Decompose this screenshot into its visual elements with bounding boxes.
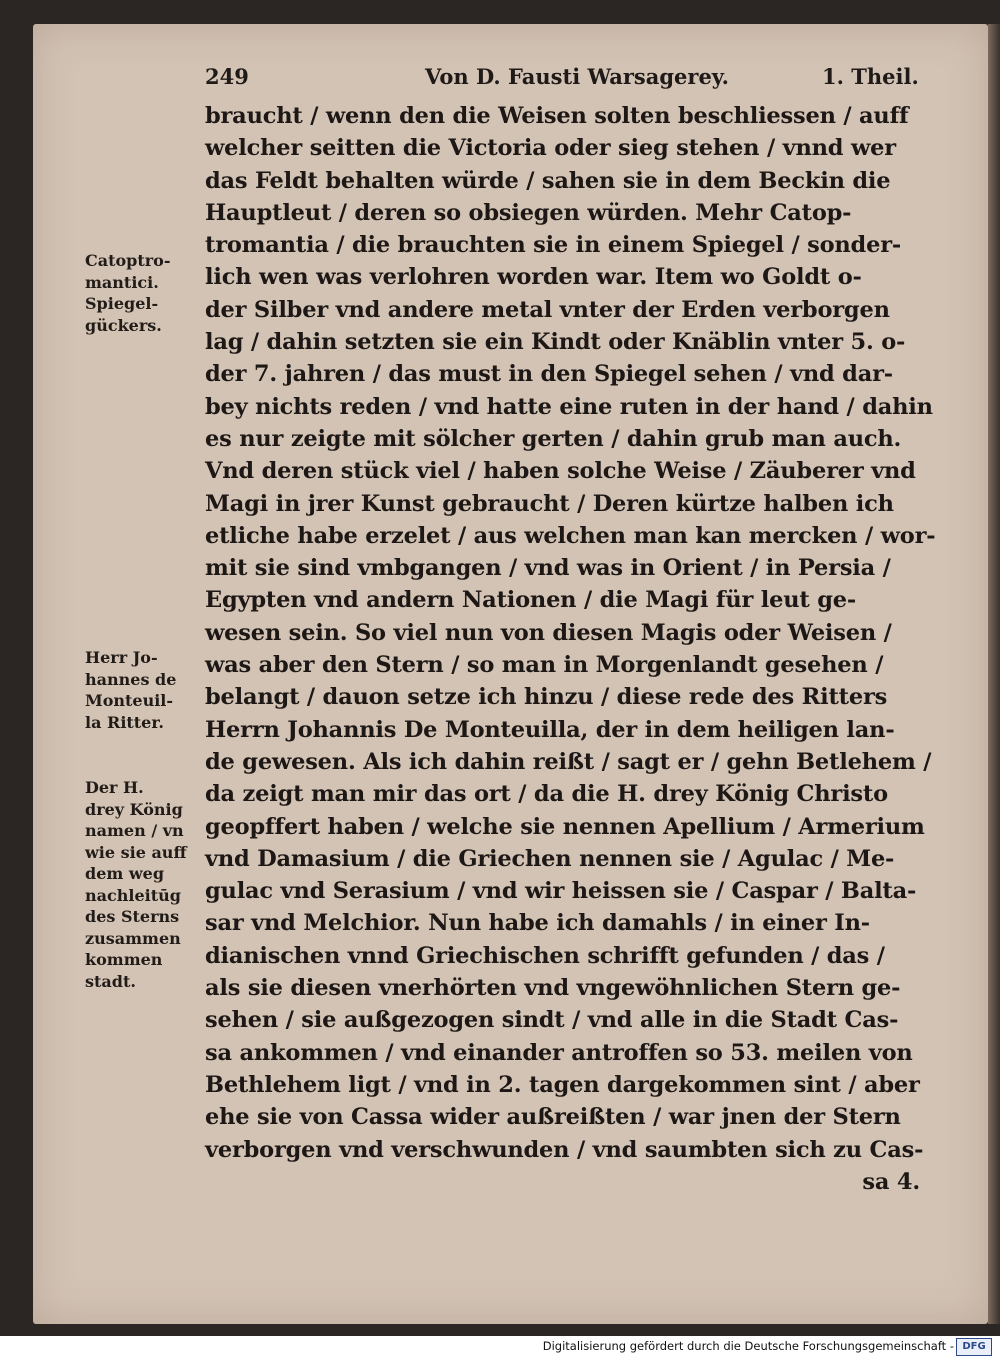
- text-line: welcher seitten die Victoria oder sieg stehen / vnnd wer: [205, 135, 896, 162]
- margin-note-line: Monteuil-: [85, 691, 174, 710]
- text-line: dianischen vnnd Griechischen schrifft gefunden / das /: [205, 942, 885, 969]
- text-line: ehe sie von Cassa wider außreißten / war jnen der Stern: [205, 1104, 901, 1131]
- funding-credit: Digitalisierung gefördert durch die Deutsche Forschungsgemeinschaft -: [542, 1339, 954, 1353]
- margin-note-line: nachleitūg: [85, 885, 181, 905]
- text-line: vnd Damasium / die Griechen nennen sie / Agulac / Me-: [205, 845, 895, 872]
- margin-note-line: la Ritter.: [85, 712, 164, 732]
- text-line: was aber den Stern / so man in Morgenlandt gesehen /: [205, 652, 884, 679]
- book-spine-edge: [988, 24, 1000, 1324]
- text-line: bey nichts reden / vnd hatte eine ruten in der hand / dahin: [205, 393, 933, 420]
- text-line: mit sie sind vmbgangen / vnd was in Orient / in Persia /: [205, 555, 891, 582]
- margin-note-line: kommen: [85, 950, 163, 969]
- text-line: sa ankommen / vnd einander antroffen so 53. meilen von: [205, 1039, 913, 1066]
- text-line: da zeigt man mir das ort / da die H. drey König Christo: [205, 781, 888, 808]
- text-line: als sie diesen vnerhörten vnd vngewöhnlichen Stern ge-: [205, 975, 901, 1002]
- text-line: gulac vnd Serasium / vnd wir heissen sie / Caspar / Balta-: [205, 878, 917, 905]
- footer-bar: [0, 1336, 1000, 1357]
- text-line: das Feldt behalten würde / sahen sie in dem Beckin die: [205, 167, 891, 194]
- margin-note-line: Herr Jo-: [85, 648, 158, 667]
- text-line: Hauptleut / deren so obsiegen würden. Mehr Catop-: [205, 199, 852, 226]
- text-line: lag / dahin setzten sie ein Kindt oder Knäblin vnter 5. o-: [205, 329, 906, 356]
- margin-note-line: hannes de: [85, 669, 177, 689]
- running-title: Von D. Fausti Warsagerey.: [425, 64, 729, 89]
- margin-note-line: gückers.: [85, 315, 162, 335]
- page-number: 249: [205, 64, 249, 89]
- text-line: es nur zeigte mit sölcher gerten / dahin grub man auch.: [205, 425, 902, 452]
- margin-note-line: zusammen: [85, 928, 181, 948]
- text-line: Magi in jrer Kunst gebraucht / Deren kürtze halben ich: [205, 490, 894, 517]
- text-line: der Silber vnd andere metal vnter der Erden verborgen: [205, 296, 890, 323]
- text-line: sar vnd Melchior. Nun habe ich damahls / in einer In-: [205, 910, 870, 937]
- margin-note-line: drey König: [85, 799, 183, 819]
- margin-note-line: stadt.: [85, 971, 136, 991]
- margin-note-drey-koenig: [85, 777, 210, 992]
- margin-note-line: Der H.: [85, 778, 144, 797]
- text-line: lich wen was verlohren worden war. Item wo Goldt o-: [205, 264, 862, 291]
- text-line: verborgen vnd verschwunden / vnd saumbten sich zu Cas-: [205, 1136, 924, 1163]
- text-line: Herrn Johannis De Monteuilla, der in dem heiligen lan-: [205, 716, 895, 743]
- text-line: Egypten vnd andern Nationen / die Magi für leut ge-: [205, 587, 857, 614]
- margin-note-line: namen / vn: [85, 821, 184, 840]
- text-line: de gewesen. Als ich dahin reißt / sagt er / gehn Betlehem /: [205, 748, 932, 775]
- part-label: 1. Theil.: [822, 64, 919, 89]
- text-line: Bethlehem ligt / vnd in 2. tagen dargekommen sint / aber: [205, 1071, 920, 1098]
- text-line: braucht / wenn den die Weisen solten beschliessen / auff: [205, 103, 909, 129]
- margin-note-line: mantici.: [85, 272, 159, 292]
- text-line: sa 4.: [862, 1168, 920, 1195]
- text-line: tromantia / die brauchten sie in einem Spiegel / sonder-: [205, 232, 901, 259]
- text-line: etliche habe erzelet / aus welchen man kan mercken / wor-: [205, 522, 936, 549]
- margin-note-line: wie sie auff: [85, 842, 187, 862]
- margin-note-line: Spiegel-: [85, 294, 159, 313]
- margin-note-line: Catoptro-: [85, 251, 171, 270]
- margin-note-catoptromantici: [85, 250, 210, 336]
- body-text: [205, 100, 936, 1198]
- text-line: der 7. jahren / das must in den Spiegel sehen / vnd dar-: [205, 361, 893, 388]
- margin-note-line: dem weg: [85, 864, 165, 883]
- text-line: geopffert haben / welche sie nennen Apellium / Armerium: [205, 813, 925, 840]
- text-line: Vnd deren stück viel / haben solche Weise / Zäuberer vnd: [205, 458, 916, 485]
- text-line: sehen / sie außgezogen sindt / vnd alle in die Stadt Cas-: [205, 1007, 899, 1034]
- dfg-logo[interactable]: DFG: [956, 1338, 992, 1356]
- margin-note-monteuilla: [85, 647, 210, 733]
- text-line: wesen sein. So viel nun von diesen Magis oder Weisen /: [205, 619, 892, 646]
- text-line: belangt / dauon setze ich hinzu / diese rede des Ritters: [205, 684, 888, 711]
- margin-note-line: des Sterns: [85, 907, 180, 926]
